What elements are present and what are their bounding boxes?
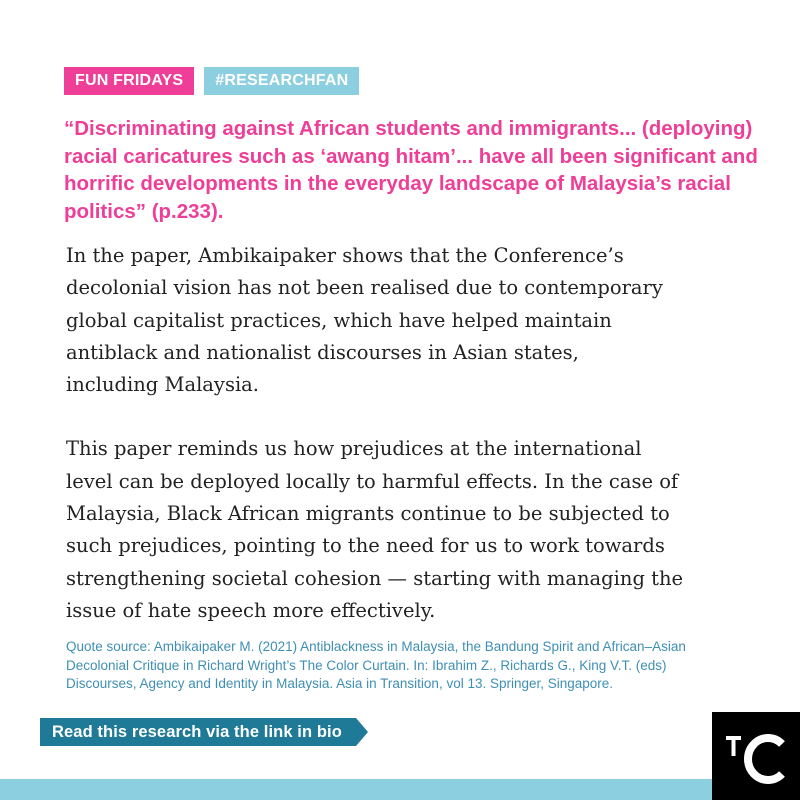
- fun-fridays-tag: FUN FRIDAYS: [64, 67, 194, 95]
- tag-row: [64, 67, 359, 95]
- quote-source: Quote source: Ambikaipaker M. (2021) Antiblackness in Malaysia, the Bandung Spirit and African–Asian Decolonial Critique in Richard Wright’s The Color Curtain. In: Ibrahim Z., Richards G., King V.T. (eds) Discourses, Agency and Identity in Malaysia. Asia in Transition, vol 13. Springer, Singapore.: [66, 639, 686, 692]
- pull-quote: “Discriminating against African students and immigrants... (deploying) racial caricatures such as ‘awang hitam’... have all been significant and horrific developments in the everyday landscape of Malaysia’s racial politics” (p.233).: [64, 117, 758, 223]
- tc-logo-icon: [712, 712, 800, 800]
- read-research-link-button[interactable]: [40, 718, 370, 746]
- body-text: [66, 240, 766, 627]
- body-paragraph-1: In the paper, Ambikaipaker shows that the Conference’s decolonial vision has not been realised due to contemporary global capitalist practices, which have helped maintain antiblack and nationalist discourses in Asian states, including Malaysia.: [66, 244, 663, 397]
- bottom-band: [0, 779, 800, 800]
- research-fan-tag: #RESEARCHFAN: [204, 67, 359, 95]
- read-research-label: Read this research via the link in bio: [52, 722, 342, 741]
- body-paragraph-2: This paper reminds us how prejudices at the international level can be deployed locally to harmful effects. In the case of Malaysia, Black African migrants continue to be subjected to such prejudices, pointing to the need for us to work towards strengthening societal cohesion — starting with managing the issue of hate speech more effectively.: [66, 437, 684, 622]
